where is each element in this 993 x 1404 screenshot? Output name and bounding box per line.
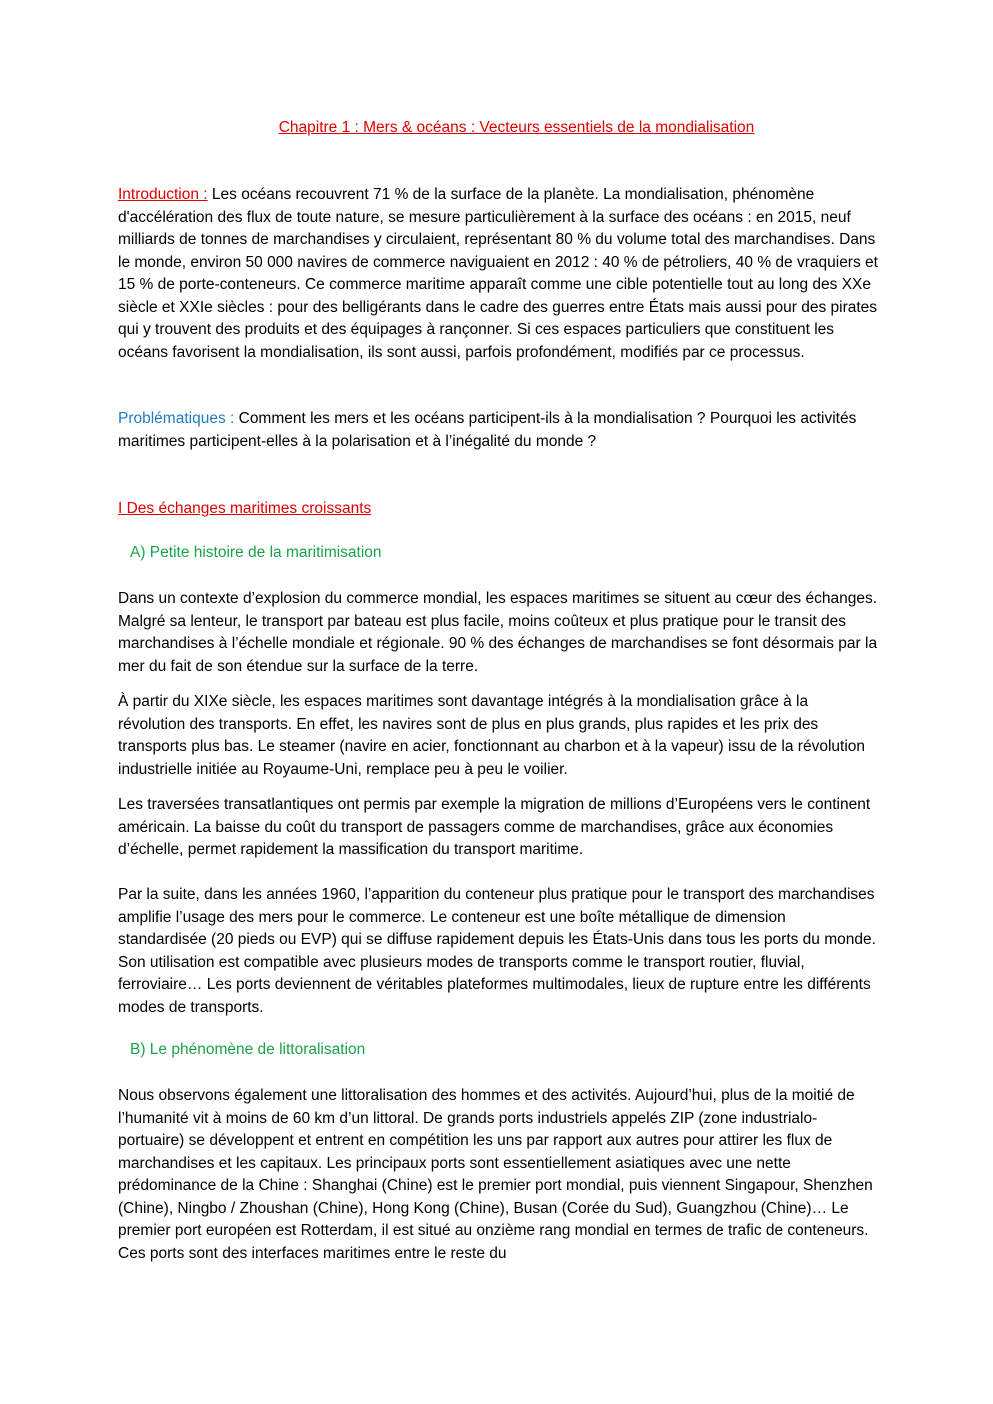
chapter-title: Chapitre 1 : Mers & océans : Vecteurs essentiels de la mondialisation [278, 119, 755, 136]
subsection-b-heading: B) Le phénomène de littoralisation [130, 1041, 366, 1058]
problematiques-text: Comment les mers et les océans participent-ils à la mondialisation ? Pourquoi les activités maritimes participent-elles à la polarisation et à l’inégalité du monde ? [118, 410, 857, 450]
subsection-a-paragraph-4 [118, 884, 878, 1019]
introduction-paragraph [118, 184, 878, 364]
paragraph-text: À partir du XIXe siècle, les espaces maritimes sont davantage intégrés à la mondialisation grâce à la révolution des transports. En effet, les navires sont de plus en plus grands, plus rapides et les prix des transports plus bas. Le steamer (navire en acier, fonctionnant au charbon et à la vapeur) issu de la révolution industrielle initiée au Royaume-Uni, remplace peu à peu le voilier. [118, 693, 866, 778]
introduction-text: Les océans recouvrent 71 % de la surface de la planète. La mondialisation, phénomène d'accélération des flux de toute nature, se mesure particulièrement à la surface des océans : en 2015, neuf milliards de tonnes de marchandises y circulaient, représentant 80 % du volume total des marchandises. Dans le monde, environ 50 000 navires de commerce naviguaient en 2012 : 40 % de pétroliers, 40 % de vraquiers et 15 % de porte-conteneurs. Ce commerce maritime apparaît comme une cible potentielle tout au long des XXe siècle et XXIe siècles : pour des belligérants dans le cadre des guerres entre États mais aussi pour des pirates qui y trouvent des produits et des équipages à rançonner. Si ces espaces particuliers que constituent les océans favorisent la mondialisation, ils sont aussi, parfois profondément, modifiés par ce processus. [118, 186, 878, 361]
subsection-a-paragraph-3 [118, 794, 878, 862]
subsection-a-heading: A) Petite histoire de la maritimisation [130, 544, 382, 561]
subsection-a-paragraph-2 [118, 691, 878, 781]
paragraph-text: Dans un contexte d’explosion du commerce mondial, les espaces maritimes se situent au cœur des échanges. Malgré sa lenteur, le transport par bateau est plus facile, moins coûteux et plus pratique pour le transit des marchandises à l’échelle mondiale et régionale. 90 % des échanges de marchandises se font désormais par la mer du fait de son étendue sur la surface de la terre. [118, 590, 878, 675]
problematiques-paragraph [118, 408, 878, 453]
problematiques-label: Problématiques : [118, 410, 235, 427]
problematiques-block [118, 408, 878, 453]
subsection-a-paragraph-1 [118, 588, 878, 678]
paragraph-text: Par la suite, dans les années 1960, l’apparition du conteneur plus pratique pour le transport des marchandises amplifie l’usage des mers pour le commerce. Le conteneur est une boîte métallique de dimension standardisée (20 pieds ou EVP) qui se diffuse rapidement depuis les États-Unis dans tous les ports du monde. Son utilisation est compatible avec plusieurs modes de transports comme le transport routier, fluvial, ferroviaire… Les ports deviennent de véritables plateformes multimodales, lieux de rupture entre les différents modes de transports. [118, 886, 876, 1016]
introduction-block [118, 184, 878, 364]
paragraph-text: Les traversées transatlantiques ont permis par exemple la migration de millions d’Européens vers le continent américain. La baisse du coût du transport de passagers comme de marchandises, grâce aux économies d’échelle, permet rapidement la massification du transport maritime. [118, 796, 871, 858]
introduction-label: Introduction : [118, 186, 208, 203]
paragraph-text: Nous observons également une littoralisation des hommes et des activités. Aujourd’hui, plus de la moitié de l’humanité vit à moins de 60 km d’un littoral. De grands ports industriels appelés ZIP (zone industrialo-portuaire) se développent et entrent en compétition les uns par rapport aux autres pour attirer les flux de marchandises et les capitaux. Les principaux ports sont essentiellement asiatiques avec une nette prédominance de la Chine : Shanghai (Chine) est le premier port mondial, puis viennent Singapour, Shenzhen (Chine), Ningbo / Zhoushan (Chine), Hong Kong (Chine), Busan (Corée du Sud), Guangzhou (Chine)… Le premier port européen est Rotterdam, il est situé au onzième rang mondial en termes de trafic de conteneurs. Ces ports sont des interfaces maritimes entre le reste du [118, 1087, 873, 1262]
subsection-b-paragraph-1 [118, 1085, 878, 1265]
section-1-heading: I Des échanges maritimes croissants [118, 500, 372, 517]
